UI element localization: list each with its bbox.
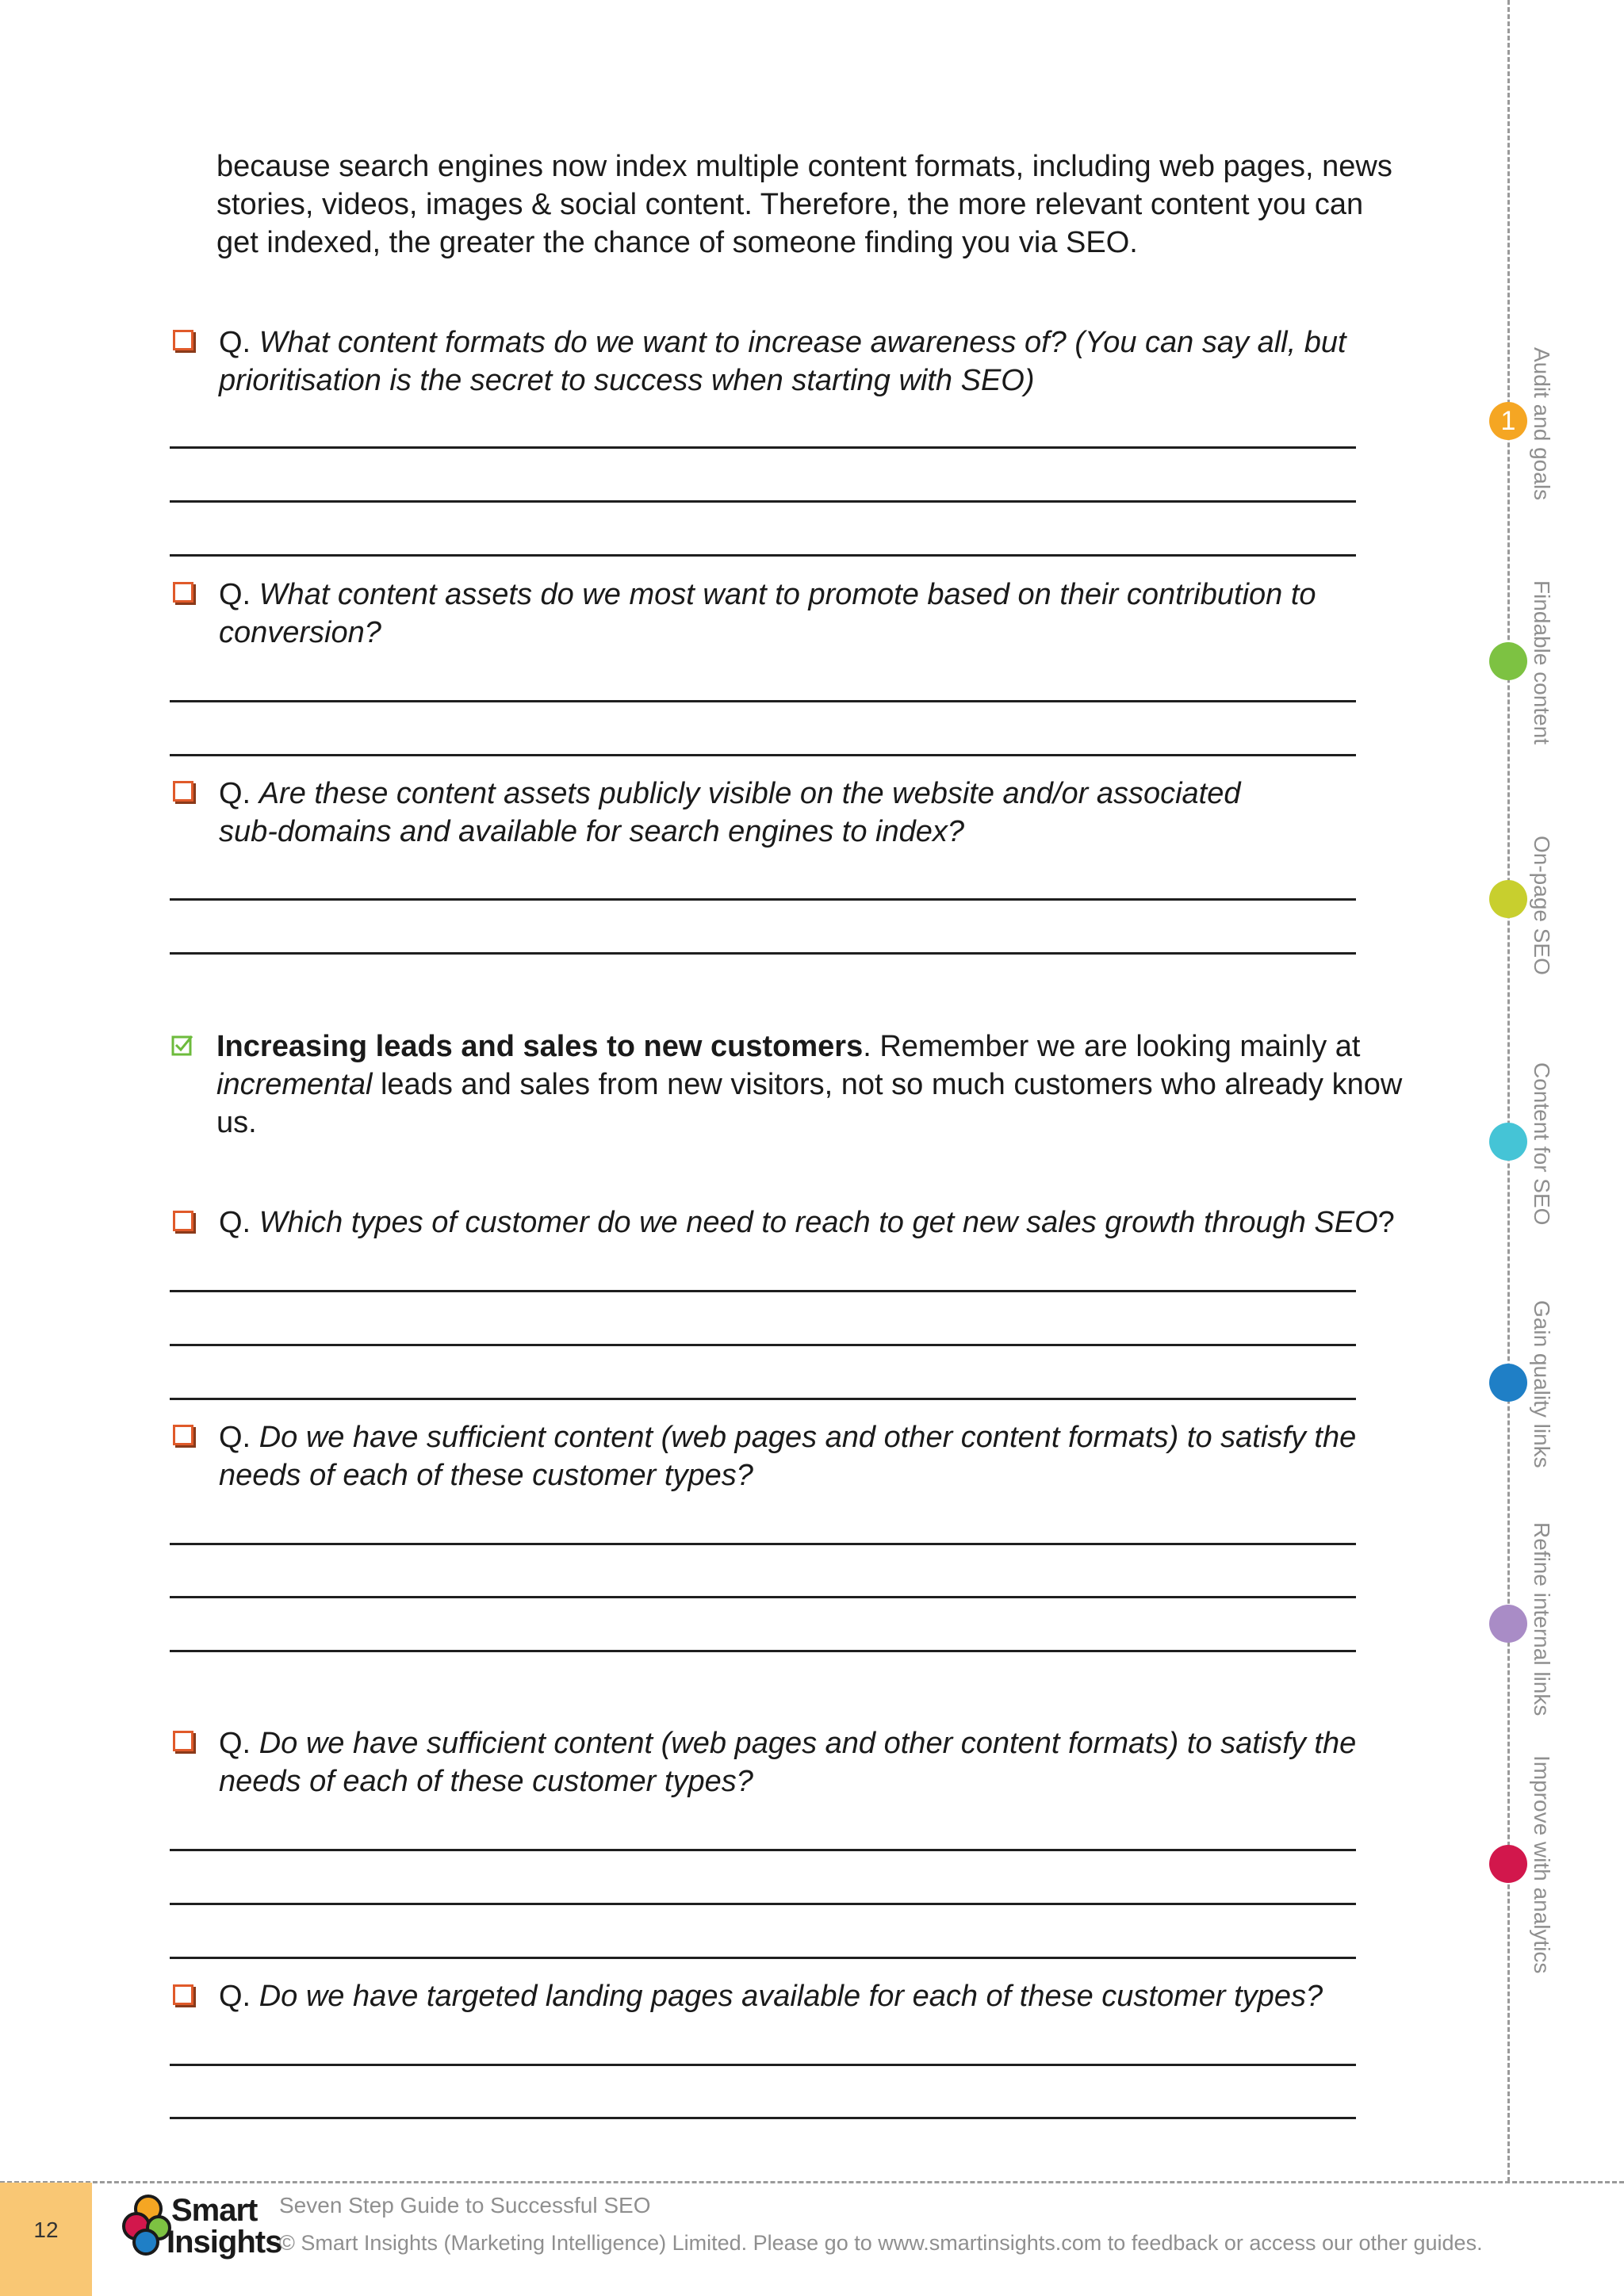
answer-line[interactable]: [170, 2117, 1356, 2119]
checkbox-icon[interactable]: [173, 330, 193, 350]
question-2: Q. What content assets do we most want to promote based on their contribution to conversion?: [219, 578, 1316, 649]
checkbox-icon[interactable]: [173, 781, 193, 802]
logo-text-smart: Smart: [171, 2193, 258, 2228]
intro-line: because search engines now index multiple content formats, including web pages, news: [216, 150, 1392, 183]
intro-line: get indexed, the greater the chance of someone finding you via SEO.: [216, 226, 1138, 259]
step-label-links[interactable]: Gain quality links: [1530, 1300, 1554, 1468]
answer-line[interactable]: [170, 2064, 1356, 2066]
checkbox-icon[interactable]: [173, 1425, 193, 1445]
step-dot-onpage[interactable]: [1489, 880, 1527, 918]
footer-copyright: © Smart Insights (Marketing Intelligence) Limited. Please go to www.smartinsights.com to feedback or access our other guides.: [279, 2231, 1483, 2255]
checkbox-icon[interactable]: [173, 1984, 193, 2005]
step-dot-audit[interactable]: 1: [1489, 402, 1527, 440]
answer-line[interactable]: [170, 1596, 1356, 1598]
page-number: 12: [33, 2218, 59, 2242]
answer-line[interactable]: [170, 500, 1356, 503]
answer-line[interactable]: [170, 1543, 1356, 1545]
step-label-audit[interactable]: Audit and goals: [1530, 347, 1554, 501]
step-label-onpage[interactable]: On-page SEO: [1530, 836, 1554, 975]
step-dot-analytics[interactable]: [1489, 1845, 1527, 1883]
answer-line[interactable]: [170, 898, 1356, 901]
answer-line[interactable]: [170, 1849, 1356, 1851]
goal-title: Increasing leads and sales to new customers: [216, 1030, 864, 1063]
logo-text-insights: Insights: [167, 2225, 282, 2260]
answer-line[interactable]: [170, 1398, 1356, 1400]
question-5: Q. Do we have sufficient content (web pages and other content formats) to satisfy the needs of each of these customer types?: [219, 1421, 1357, 1492]
checked-box-icon[interactable]: [171, 1034, 193, 1056]
answer-line[interactable]: [170, 554, 1356, 557]
step-dot-internal[interactable]: [1489, 1605, 1527, 1643]
checkbox-icon[interactable]: [173, 1211, 193, 1231]
question-3: Q. Are these content assets publicly visible on the website and/or associated sub-domains and available for search engines to index?: [219, 777, 1241, 848]
step-dot-links[interactable]: [1489, 1364, 1527, 1402]
intro-line: stories, videos, images & social content. Therefore, the more relevant content you can: [216, 188, 1364, 221]
goal-paragraph: Increasing leads and sales to new customers. Remember we are looking mainly at incremental leads and sales from new visitors, not so much customers who already know us.: [216, 1030, 1403, 1139]
step-dot-findable[interactable]: [1489, 642, 1527, 680]
question-6: Q. Do we have sufficient content (web pages and other content formats) to satisfy the needs of each of these customer types?: [219, 1727, 1357, 1798]
step-dot-content[interactable]: [1489, 1123, 1527, 1161]
checkbox-icon[interactable]: [173, 582, 193, 603]
question-4: Q. Which types of customer do we need to reach to get new sales growth through SEO?: [219, 1206, 1395, 1239]
step-label-internal[interactable]: Refine internal links: [1530, 1522, 1554, 1716]
answer-line[interactable]: [170, 700, 1356, 702]
checkbox-icon[interactable]: [173, 1731, 193, 1751]
question-7: Q. Do we have targeted landing pages available for each of these customer types?: [219, 1980, 1323, 2013]
step-label-content[interactable]: Content for SEO: [1530, 1062, 1554, 1226]
step-label-analytics[interactable]: Improve with analytics: [1530, 1755, 1554, 1974]
answer-line[interactable]: [170, 446, 1356, 449]
answer-line[interactable]: [170, 754, 1356, 756]
answer-line[interactable]: [170, 1344, 1356, 1346]
answer-line[interactable]: [170, 1957, 1356, 1959]
question-1: Q. What content formats do we want to increase awareness of? (You can say all, but prioritisation is the secret to success when starting with SEO): [219, 326, 1346, 397]
answer-line[interactable]: [170, 1650, 1356, 1652]
answer-line[interactable]: [170, 952, 1356, 955]
answer-line[interactable]: [170, 1903, 1356, 1905]
step-label-findable[interactable]: Findable content: [1530, 580, 1554, 745]
answer-line[interactable]: [170, 1290, 1356, 1292]
intro-paragraph: [216, 147, 1392, 262]
footer-title: Seven Step Guide to Successful SEO: [279, 2193, 651, 2218]
footer-divider: [0, 2181, 1624, 2183]
